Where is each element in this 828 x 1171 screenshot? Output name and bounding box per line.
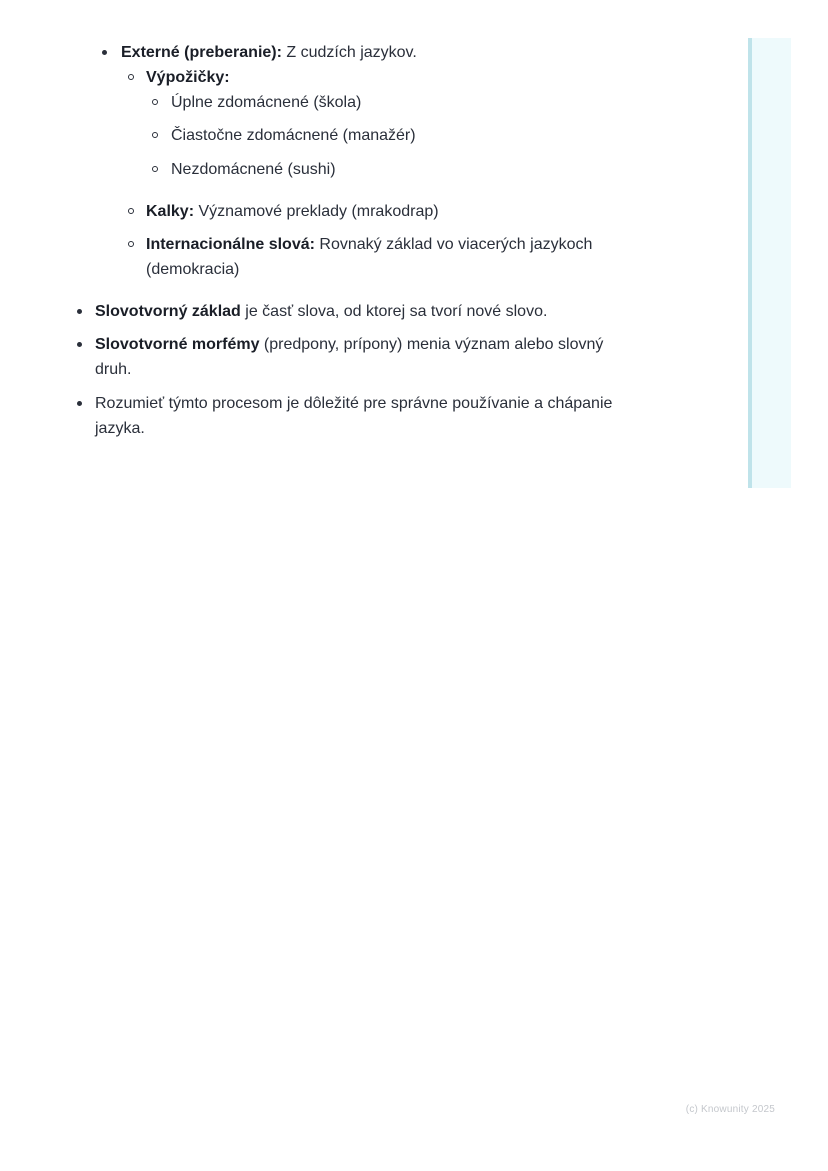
list-item: Úplne zdomácnené (škola) [171,94,362,111]
bullet-circle-icon [128,208,134,214]
list-item-slovotvorny-zaklad [95,299,547,324]
bullet-circle-icon [128,74,134,80]
term-description: Významové preklady (mrakodrap) [194,203,439,220]
list-item-internacionalne [146,232,592,257]
list-item-vypozicky [146,65,230,90]
footer-copyright: (c) Knowunity 2025 [685,1104,775,1115]
list-item-externe [121,40,417,65]
list-item: Nezdomácnené (sushi) [171,161,336,178]
list-item-slovotvorne-morfemy [95,332,603,357]
term-description: Rovnaký základ vo viacerých jazykoch [314,236,593,253]
bullet-circle-icon [152,132,158,138]
term-description: je časť slova, od ktorej sa tvorí nové slovo. [240,303,548,320]
bullet-circle-icon [152,99,158,105]
list-item-continuation: druh. [95,361,132,378]
term-label: Kalky: [146,203,195,220]
list-item-rozumiet: Rozumieť týmto procesom je dôležité pre správne používanie a chápanie [95,395,613,412]
term-label: Slovotvorný základ [95,303,241,320]
list-item-continuation: (demokracia) [146,261,240,278]
term-label: Slovotvorné morfémy [95,336,260,353]
term-description: (predpony, prípony) menia význam alebo slovný [259,336,604,353]
bullet-disc-icon [77,342,82,347]
bullet-disc-icon [77,401,82,406]
bullet-disc-icon [102,50,107,55]
list-item-continuation: jazyka. [95,420,145,437]
list-item: Čiastočne zdomácnené (manažér) [171,127,416,144]
term-description: Z cudzích jazykov. [281,44,417,61]
side-callout-panel [748,38,791,488]
list-item-kalky [146,199,439,224]
bullet-circle-icon [152,166,158,172]
term-label: Výpožičky: [146,69,230,86]
bullet-disc-icon [77,309,82,314]
term-label: Externé (preberanie): [121,44,282,61]
term-label: Internacionálne slová: [146,236,315,253]
bullet-circle-icon [128,241,134,247]
